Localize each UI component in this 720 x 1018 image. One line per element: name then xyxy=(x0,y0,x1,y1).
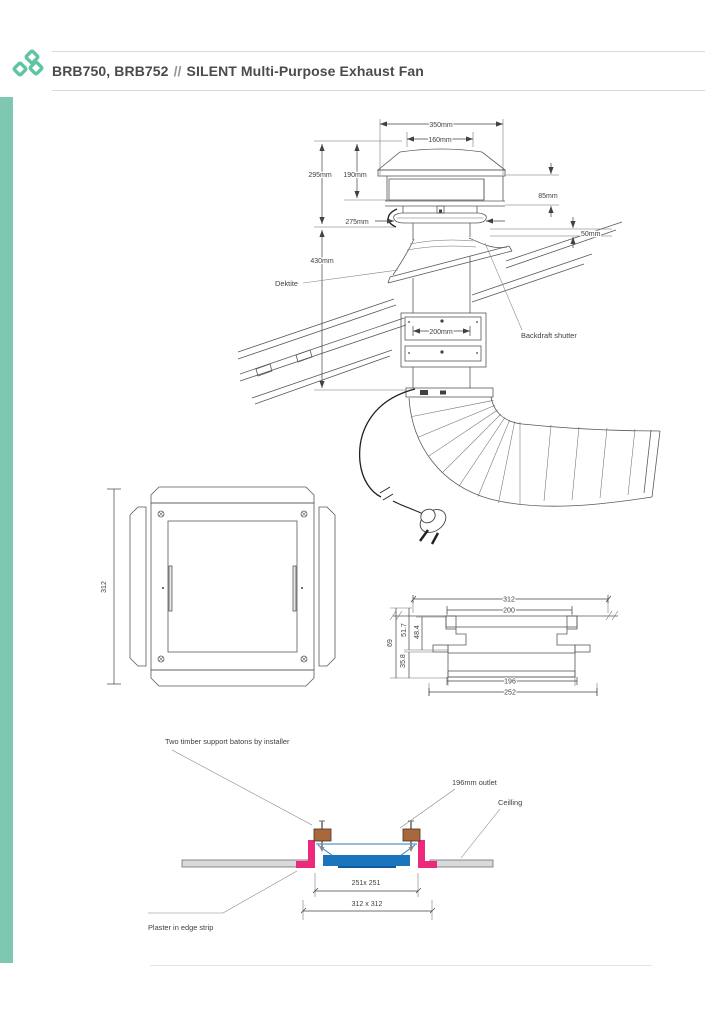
ceiling-install-diagram xyxy=(148,737,522,932)
model-numbers: BRB750, BRB752 xyxy=(52,63,169,79)
edge-strip-left xyxy=(296,840,315,868)
label-backdraft-shutter: Backdraft shutter xyxy=(521,331,577,340)
edge-strip-right xyxy=(418,840,437,868)
dim-200mm: 200mm xyxy=(429,329,453,336)
product-name: SILENT Multi-Purpose Exhaust Fan xyxy=(186,63,424,79)
label-plaster-edge-strip: Plaster in edge strip xyxy=(148,923,214,932)
ceiling-sheet-left xyxy=(182,860,308,867)
fan-grille-mesh xyxy=(389,179,484,200)
corner-screws xyxy=(158,511,307,662)
dim-85mm: 85mm xyxy=(538,193,558,200)
dim-plan-312: 312 xyxy=(101,581,108,593)
power-plug-icon xyxy=(416,505,450,544)
dektite-flashing xyxy=(388,237,512,283)
dim-312x312: 312 x 312 xyxy=(351,901,383,908)
fan-unit xyxy=(378,149,505,223)
panel-face xyxy=(168,521,297,652)
mounting-plate xyxy=(401,313,486,367)
ceiling-dimensions xyxy=(301,873,435,920)
flex-duct xyxy=(406,388,660,506)
dim-190mm: 190mm xyxy=(343,172,367,179)
ceiling-callouts xyxy=(148,737,522,932)
flex-duct-ribs xyxy=(412,400,635,505)
roof-fan-diagram xyxy=(238,119,660,544)
dim-350mm: 350mm xyxy=(429,122,453,129)
panel-frame xyxy=(151,503,314,670)
panel-plan-diagram xyxy=(101,487,335,686)
dim-160mm: 160mm xyxy=(428,137,452,144)
dim-sec-51-7: 51.7 xyxy=(401,623,408,637)
dim-275mm: 275mm xyxy=(345,219,369,226)
dim-sec-312: 312 xyxy=(503,596,515,604)
housing-section-diagram xyxy=(387,595,618,697)
dim-295mm: 295mm xyxy=(308,172,332,179)
dim-50mm: 50mm xyxy=(581,231,601,238)
ceiling-sheet-right xyxy=(430,860,493,867)
dim-430mm: 430mm xyxy=(310,258,334,265)
label-dektite: Dektite xyxy=(275,279,299,288)
section-body xyxy=(433,616,590,677)
dim-sec-35-8: 35.8 xyxy=(400,654,407,668)
section-dimensions xyxy=(387,595,611,697)
label-ceiling: Ceilling xyxy=(498,798,523,807)
label-196mm-outlet: 196mm outlet xyxy=(452,778,497,787)
panel-slots xyxy=(162,566,303,611)
label-timber-batons: Two timber support batons by installer xyxy=(165,737,290,746)
fan-outlet-body xyxy=(316,844,417,868)
dim-sec-200: 200 xyxy=(503,607,515,615)
dim-sec-69: 69 xyxy=(387,639,394,647)
title-separator: // xyxy=(173,63,182,79)
timber-batons xyxy=(314,821,420,852)
dim-sec-196: 196 xyxy=(504,678,516,686)
dim-sec-48-4: 48.4 xyxy=(414,625,421,639)
dim-sec-252: 252 xyxy=(504,689,516,697)
plan-dimension xyxy=(101,489,121,684)
fan-outlet-blue xyxy=(323,855,410,866)
dim-251x251: 251x 251 xyxy=(351,880,381,887)
